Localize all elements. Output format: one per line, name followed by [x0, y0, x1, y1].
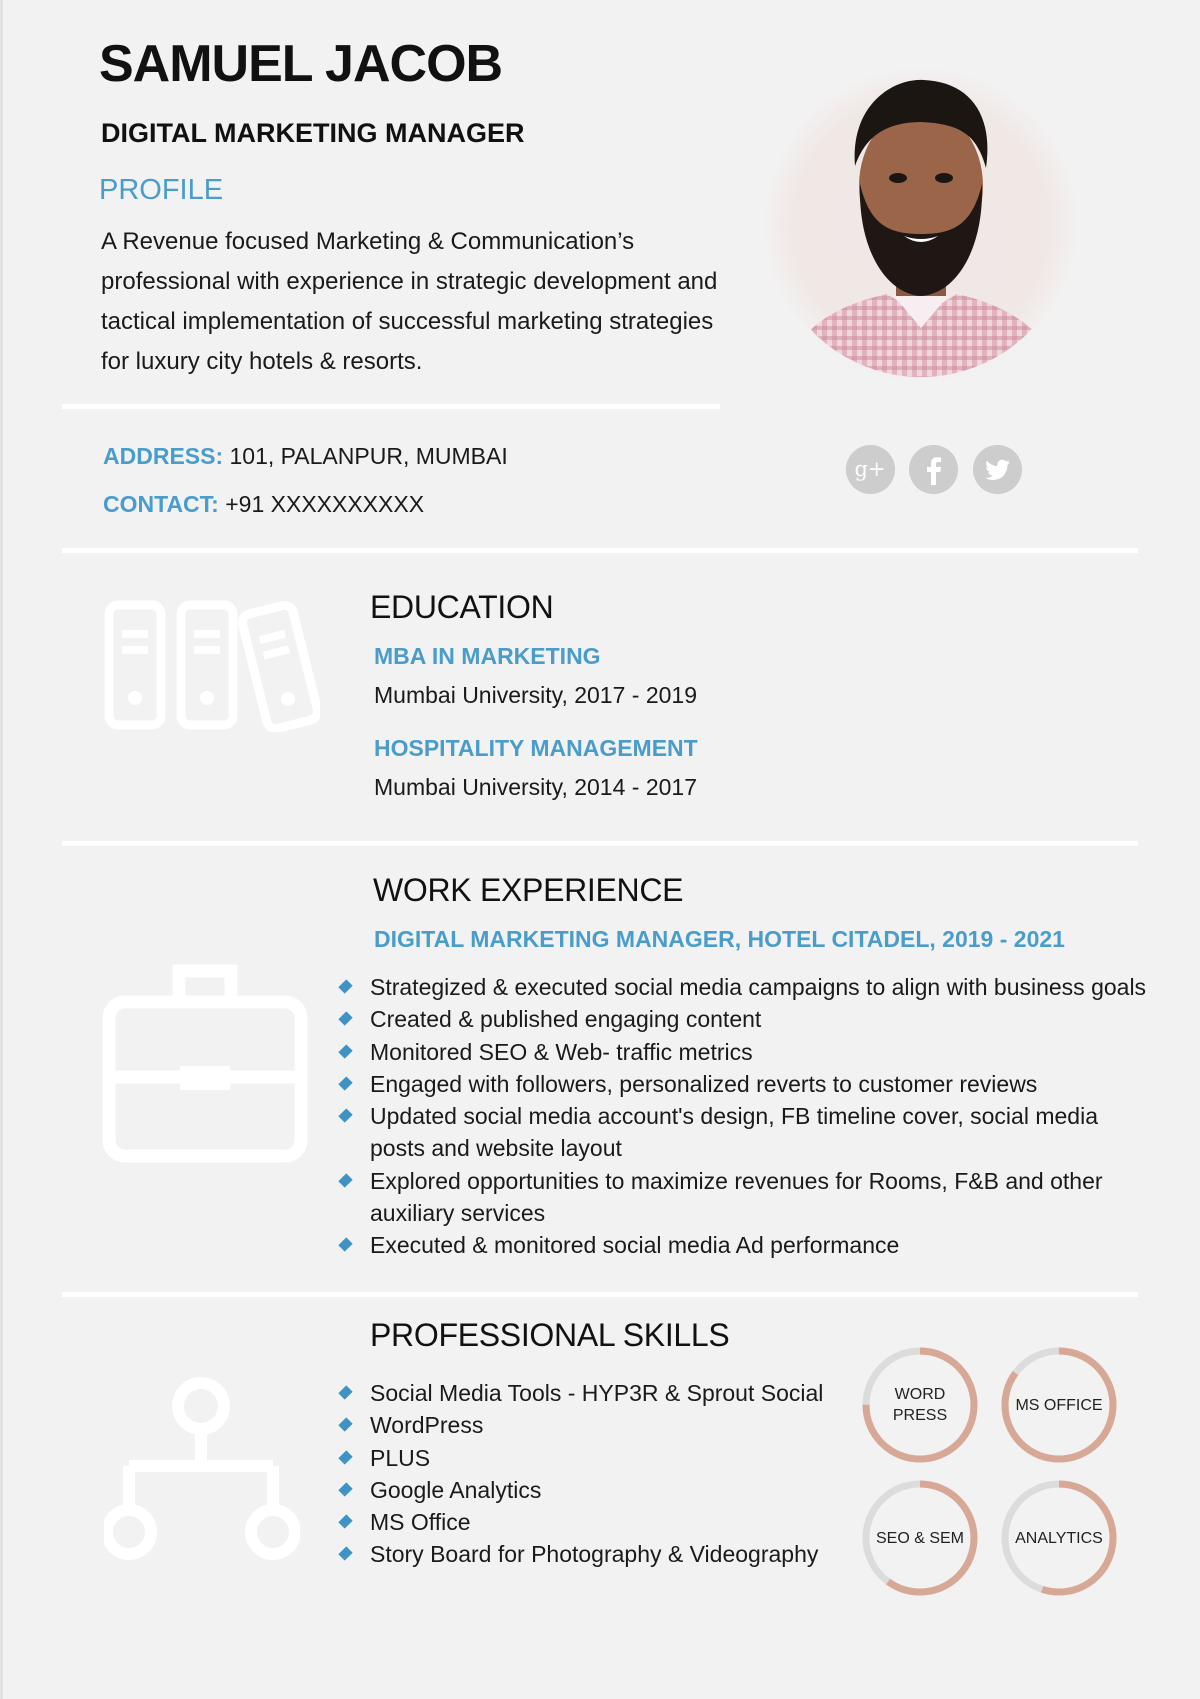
profile-heading: PROFILE	[99, 174, 224, 206]
skill-ring-label: MS OFFICE	[1015, 1396, 1103, 1414]
job-title: DIGITAL MARKETING MANAGER	[101, 118, 525, 148]
skills-heading: PROFESSIONAL SKILLS	[370, 1317, 730, 1353]
skill-ring-wordpress	[859, 1344, 981, 1466]
contact-value: +91 XXXXXXXXXX	[225, 491, 425, 517]
list-item: Story Board for Photography & Videography	[337, 1538, 857, 1570]
profile-photo	[762, 66, 1080, 384]
contact-row	[103, 491, 424, 518]
education-detail: Mumbai University, 2017 - 2019	[374, 682, 697, 708]
skill-ring-label: ANALYTICS	[1015, 1529, 1103, 1547]
network-icon	[104, 1374, 300, 1560]
bullet-icon	[338, 1044, 352, 1058]
candidate-name: SAMUEL JACOB	[99, 35, 503, 93]
skill-ring-label: WORD PRESS	[892, 1386, 948, 1424]
list-item: Engaged with followers, personalized reverts to customer reviews	[337, 1068, 1197, 1100]
education-degree: MBA IN MARKETING	[374, 643, 601, 669]
work-bullet-list	[337, 971, 1197, 1262]
books-icon	[104, 600, 320, 732]
list-item: Updated social media account's design, FB timeline cover, social media posts and website layout	[337, 1100, 1137, 1165]
address-row	[103, 443, 508, 470]
bullet-icon	[338, 1515, 352, 1529]
skills-bullet-list	[337, 1377, 857, 1571]
address-value: 101, PALANPUR, MUMBAI	[229, 443, 508, 469]
list-item: Executed & monitored social media Ad performance	[337, 1229, 1197, 1261]
skill-ring-label: SEO & SEM	[875, 1529, 965, 1547]
education-detail: Mumbai University, 2014 - 2017	[374, 774, 697, 800]
list-item: WordPress	[337, 1409, 857, 1441]
bullet-icon	[338, 1076, 352, 1090]
bullet-icon	[338, 979, 352, 993]
contact-divider	[62, 548, 1138, 553]
bullet-icon	[338, 1418, 352, 1432]
bullet-icon	[338, 1547, 352, 1561]
list-item: Google Analytics	[337, 1474, 857, 1506]
list-item: Explored opportunities to maximize revenues for Rooms, F&B and other auxiliary services	[337, 1165, 1137, 1230]
bullet-icon	[338, 1238, 352, 1252]
contact-label: CONTACT:	[103, 491, 219, 517]
education-divider	[62, 841, 1138, 846]
skill-ring-analytics	[998, 1477, 1120, 1599]
briefcase-icon	[102, 964, 308, 1164]
skill-ring-seo-sem	[859, 1477, 981, 1599]
list-item: Strategized & executed social media campaigns to align with business goals	[337, 971, 1197, 1003]
list-item: MS Office	[337, 1506, 857, 1538]
bullet-icon	[338, 1173, 352, 1187]
list-item: Social Media Tools - HYP3R & Sprout Social	[337, 1377, 857, 1409]
list-item: PLUS	[337, 1442, 857, 1474]
profile-divider	[62, 404, 720, 409]
list-item: Created & published engaging content	[337, 1003, 1197, 1035]
profile-summary: A Revenue focused Marketing & Communication’s professional with experience in strategic development and tactical implementation of successful marketing strategies for luxury city hotels & resorts.	[101, 228, 718, 375]
skill-ring-ms-office	[998, 1344, 1120, 1466]
svg-text:g+: g+	[854, 457, 886, 481]
facebook-icon[interactable]	[909, 445, 958, 494]
bullet-icon	[338, 1385, 352, 1399]
bullet-icon	[338, 1482, 352, 1496]
bullet-icon	[338, 1109, 352, 1123]
twitter-icon[interactable]	[973, 445, 1022, 494]
education-heading: EDUCATION	[370, 589, 554, 625]
work-divider	[62, 1292, 1138, 1297]
work-role: DIGITAL MARKETING MANAGER, HOTEL CITADEL, 2019 - 2021	[374, 926, 1065, 952]
bullet-icon	[338, 1012, 352, 1026]
education-degree: HOSPITALITY MANAGEMENT	[374, 735, 698, 761]
list-item: Monitored SEO & Web- traffic metrics	[337, 1036, 1197, 1068]
google-plus-icon[interactable]	[846, 445, 895, 494]
work-heading: WORK EXPERIENCE	[373, 872, 684, 908]
address-label: ADDRESS:	[103, 443, 224, 469]
bullet-icon	[338, 1450, 352, 1464]
